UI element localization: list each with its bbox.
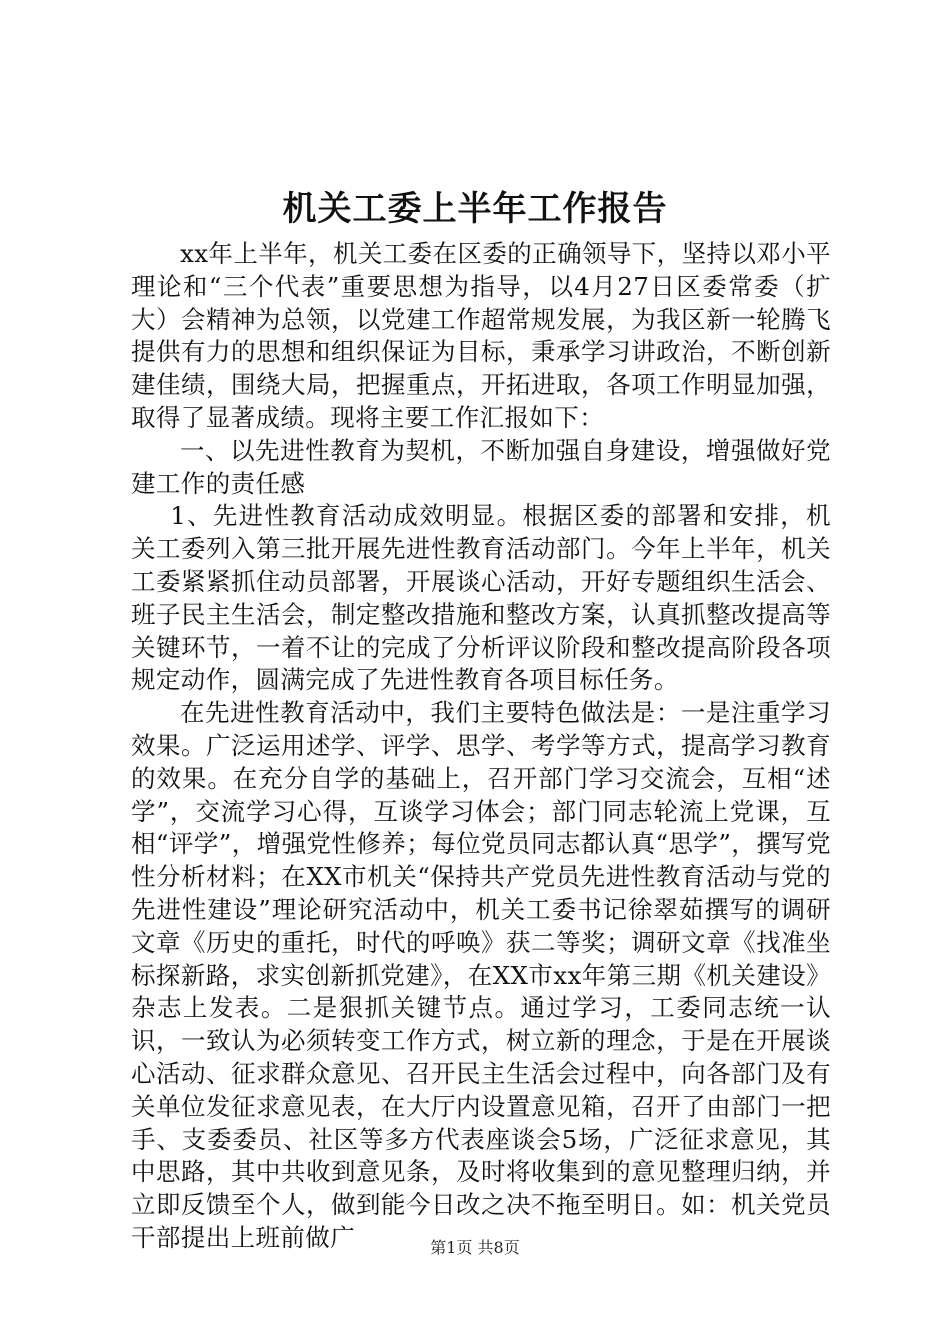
- body-paragraph: 在先进性教育活动中，我们主要特色做法是：一是注重学习效果。广泛运用述学、评学、思学、考学等方式，提高学习教育的效果。在充分自学的基础上，召开部门学习交流会，互相“述学”，交流学习心得，互谈学习体会；部门同志轮流上党课，互相“评学”，增强党性修养；每位党员同志都认真“思学”，撰写党性分析材料；在XX市机关“保持共产党员先进性教育活动与党的先进性建设”理论研究活动中，机关工委书记徐翠茹撰写的调研文章《历史的重托，时代的呼唤》获二等奖；调研文章《找准坐标探新路，求实创新抓党建》，在XX市xx年第三期《机关建设》杂志上发表。二是狠抓关键节点。通过学习，工委同志统一认识，一致认为必须转变工作方式，树立新的理念，于是在开展谈心活动、征求群众意见、召开民主生活会过程中，向各部门及有关单位发征求意见表，在大厅内设置意见箱，召开了由部门一把手、支委委员、社区等多方代表座谈会5场，广泛征求意见，其中思路，其中共收到意见条，及时将收集到的意见整理归纳，并立即反馈至个人，做到能今日改之决不拖至明日。如：机关党员干部提出上班前做广: [131, 698, 831, 1252]
- section-heading: 一、以先进性教育为契机，不断加强自身建设，增强做好党建工作的责任感: [131, 435, 831, 498]
- item-paragraph: 1、先进性教育活动成效明显。根据区委的部署和安排，机关工委列入第三批开展先进性教育活动部门。今年上半年，机关工委紧紧抓住动员部署，开展谈心活动，开好专题组织生活会、班子民主生活会，制定整改措施和整改方案，认真抓整改提高等关键环节，一着不让的完成了分析评议阶段和整改提高阶段各项规定动作，圆满完成了先进性教育各项目标任务。: [131, 501, 831, 695]
- intro-paragraph: xx年上半年，机关工委在区委的正确领导下，坚持以邓小平理论和“三个代表”重要思想为指导，以4月27日区委常委（扩大）会精神为总领，以党建工作超常规发展，为我区新一轮腾飞提供有力的思想和组织保证为目标，秉承学习讲政治，不断创新建佳绩，围绕大局，把握重点，开拓进取，各项工作明显加强，取得了显著成绩。现将主要工作汇报如下：: [131, 239, 831, 432]
- page-number-footer: 第1页 共8页: [430, 1238, 520, 1257]
- document-title: 机关工委上半年工作报告: [282, 189, 668, 229]
